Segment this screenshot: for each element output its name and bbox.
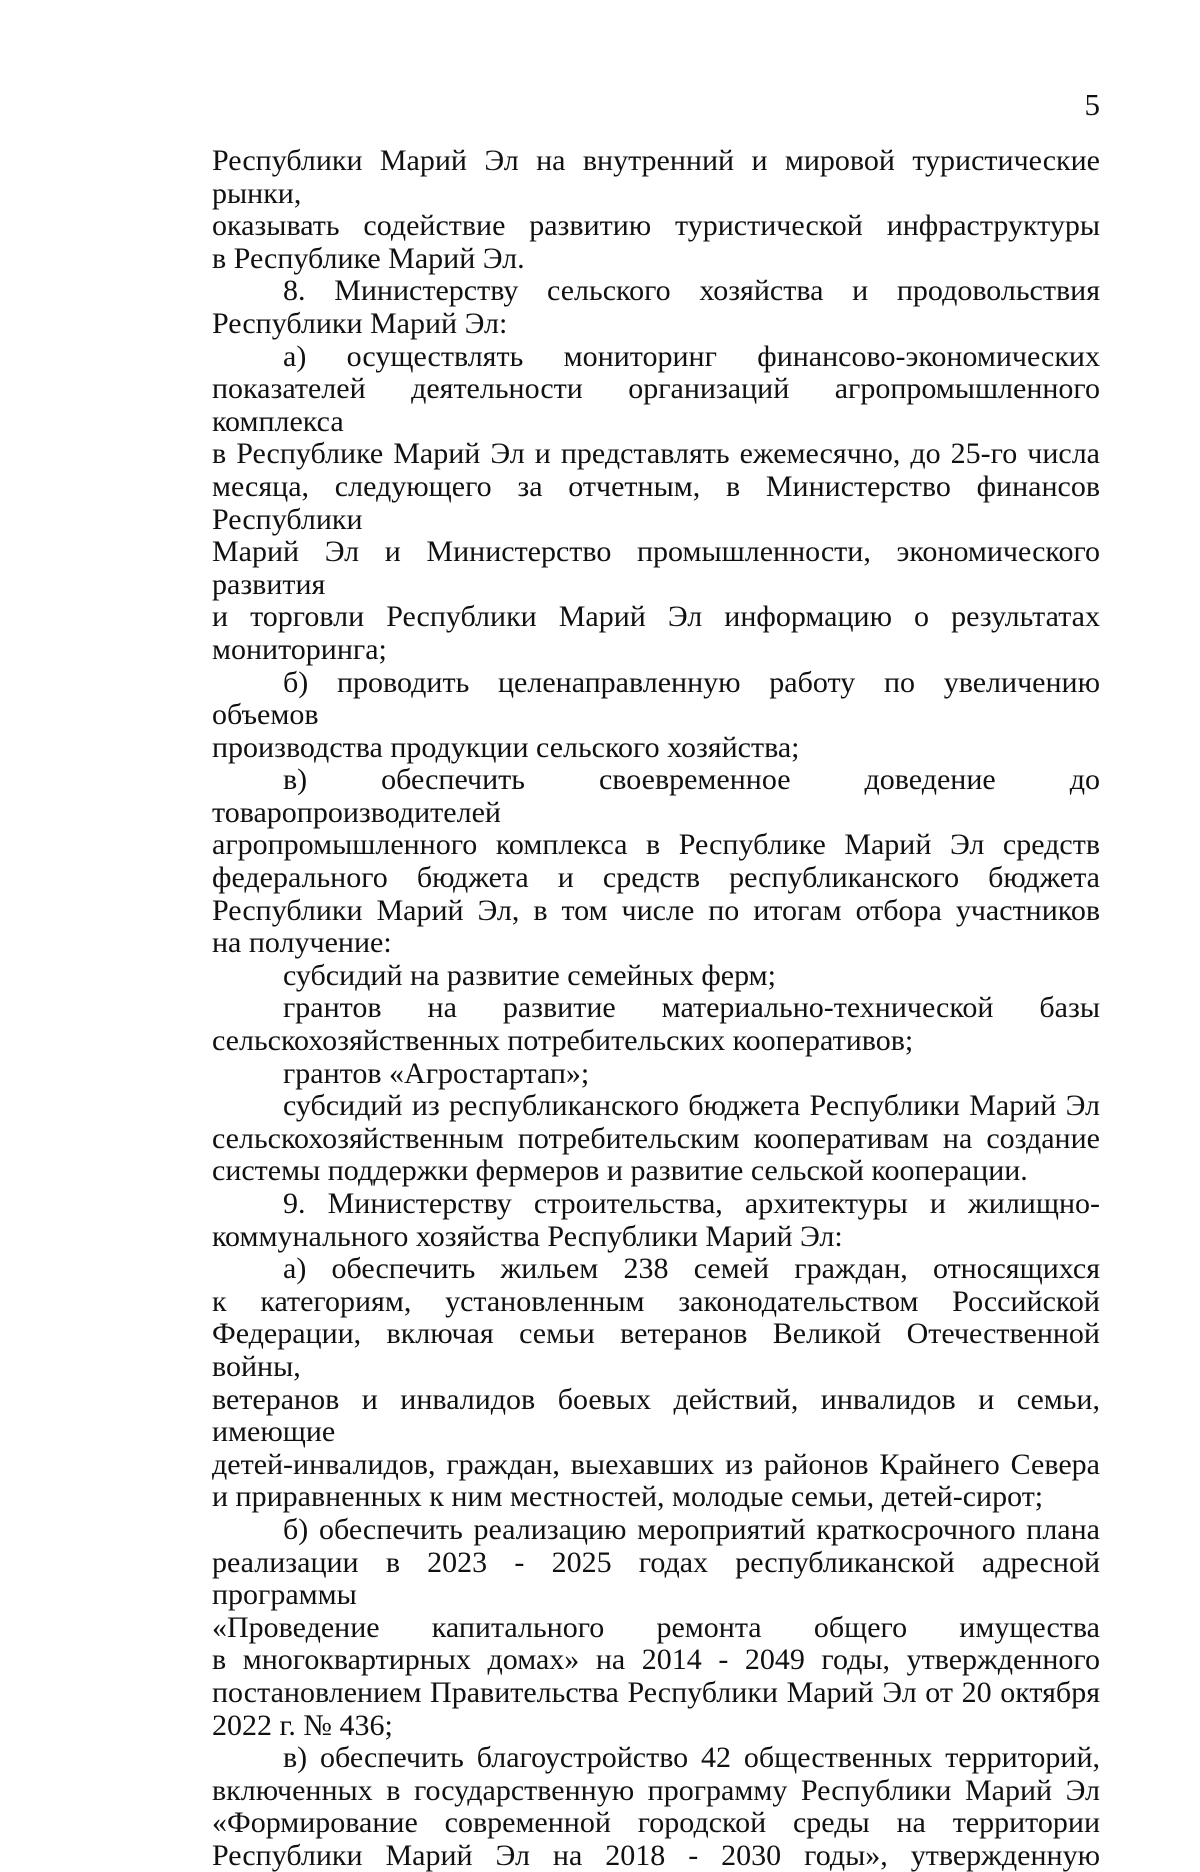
page-number: 5 xyxy=(1084,87,1100,122)
text-line: а) осуществлять мониторинг финансово-экономических xyxy=(283,339,1100,373)
text-line: на получение: xyxy=(212,926,392,960)
text-line: производства продукции сельского хозяйства; xyxy=(212,730,800,764)
text-line: и приравненных к ним местностей, молодые семьи, детей-сирот; xyxy=(212,1480,1044,1514)
text-line: месяца, следующего за отчетным, в Министерство финансов Республики xyxy=(212,469,1100,536)
text-line: в Республике Марий Эл и представлять ежемесячно, до 25-го числа xyxy=(212,437,1100,471)
text-line: показателей деятельности организаций агропромышленного комплекса xyxy=(212,372,1100,438)
text-line: Федерации, включая семьи ветеранов Великой Отечественной войны, xyxy=(212,1317,1100,1383)
text-line: агропромышленного комплекса в Республике Марий Эл средств xyxy=(212,828,1100,862)
text-line: в многоквартирных домах» на 2014 - 2049 годы, утвержденного xyxy=(212,1643,1100,1677)
text-line: мониторинга; xyxy=(212,632,387,666)
text-line: 8. Министерству сельского хозяйства и продовольствия xyxy=(283,274,1100,308)
text-line: субсидий из республиканского бюджета Республики Марий Эл xyxy=(283,1089,1100,1123)
text-line: Республики Марий Эл на внутренний и мировой туристические рынки, xyxy=(212,144,1100,210)
text-line: «Проведение капитального ремонта общего имущества xyxy=(212,1610,1100,1644)
text-line: Республики Марий Эл на 2018 - 2030 годы», утвержденную xyxy=(212,1838,1100,1872)
text-line: федерального бюджета и средств республиканского бюджета xyxy=(212,861,1100,895)
text-line: к категориям, установленным законодательством Российской xyxy=(212,1284,1100,1318)
text-line: сельскохозяйственных потребительских кооперативов; xyxy=(212,1024,914,1058)
text-line: сельскохозяйственным потребительским кооперативам на создание xyxy=(212,1121,1100,1155)
text-line: детей-инвалидов, граждан, выехавших из районов Крайнего Севера xyxy=(212,1447,1100,1481)
text-line: реализации в 2023 - 2025 годах республиканской адресной программы xyxy=(212,1545,1100,1612)
text-line: постановлением Правительства Республики Марий Эл от 20 октября xyxy=(212,1675,1100,1709)
text-line: грантов на развитие материально-технической базы xyxy=(283,991,1100,1025)
text-line: «Формирование современной городской среды на территории xyxy=(212,1806,1100,1840)
text-line: б) проводить целенаправленную работу по увеличению объемов xyxy=(212,665,1100,732)
text-line: Республики Марий Эл, в том числе по итогам отбора участников xyxy=(212,893,1100,927)
text-line: в) обеспечить своевременное доведение до товаропроизводителей xyxy=(212,763,1100,829)
text-line: грантов «Агростартап»; xyxy=(283,1056,590,1090)
text-line: ветеранов и инвалидов боевых действий, инвалидов и семьи, имеющие xyxy=(212,1382,1100,1449)
text-line: включенных в государственную программу Республики Марий Эл xyxy=(212,1773,1100,1807)
text-line: а) обеспечить жильем 238 семей граждан, относящихся xyxy=(283,1252,1100,1286)
text-line: 9. Министерству строительства, архитектуры и жилищно- xyxy=(283,1187,1100,1220)
text-line: и торговли Республики Марий Эл информацию о результатах xyxy=(212,600,1100,634)
text-line: Марий Эл и Министерство промышленности, экономического развития xyxy=(212,535,1100,601)
text-line: коммунального хозяйства Республики Марий Эл: xyxy=(212,1219,843,1253)
text-line: в Республике Марий Эл. xyxy=(212,241,525,275)
text-line: субсидий на развитие семейных ферм; xyxy=(283,958,776,992)
text-line: 2022 г. № 436; xyxy=(212,1708,393,1742)
text-line: в) обеспечить благоустройство 42 общественных территорий, xyxy=(283,1741,1100,1775)
text-line: Республики Марий Эл: xyxy=(212,306,508,340)
text-line: оказывать содействие развитию туристической инфраструктуры xyxy=(212,209,1100,243)
text-line: системы поддержки фермеров и развитие сельской кооперации. xyxy=(212,1154,1028,1188)
document-body xyxy=(212,145,1100,1872)
text-line: б) обеспечить реализацию мероприятий краткосрочного плана xyxy=(283,1512,1100,1546)
